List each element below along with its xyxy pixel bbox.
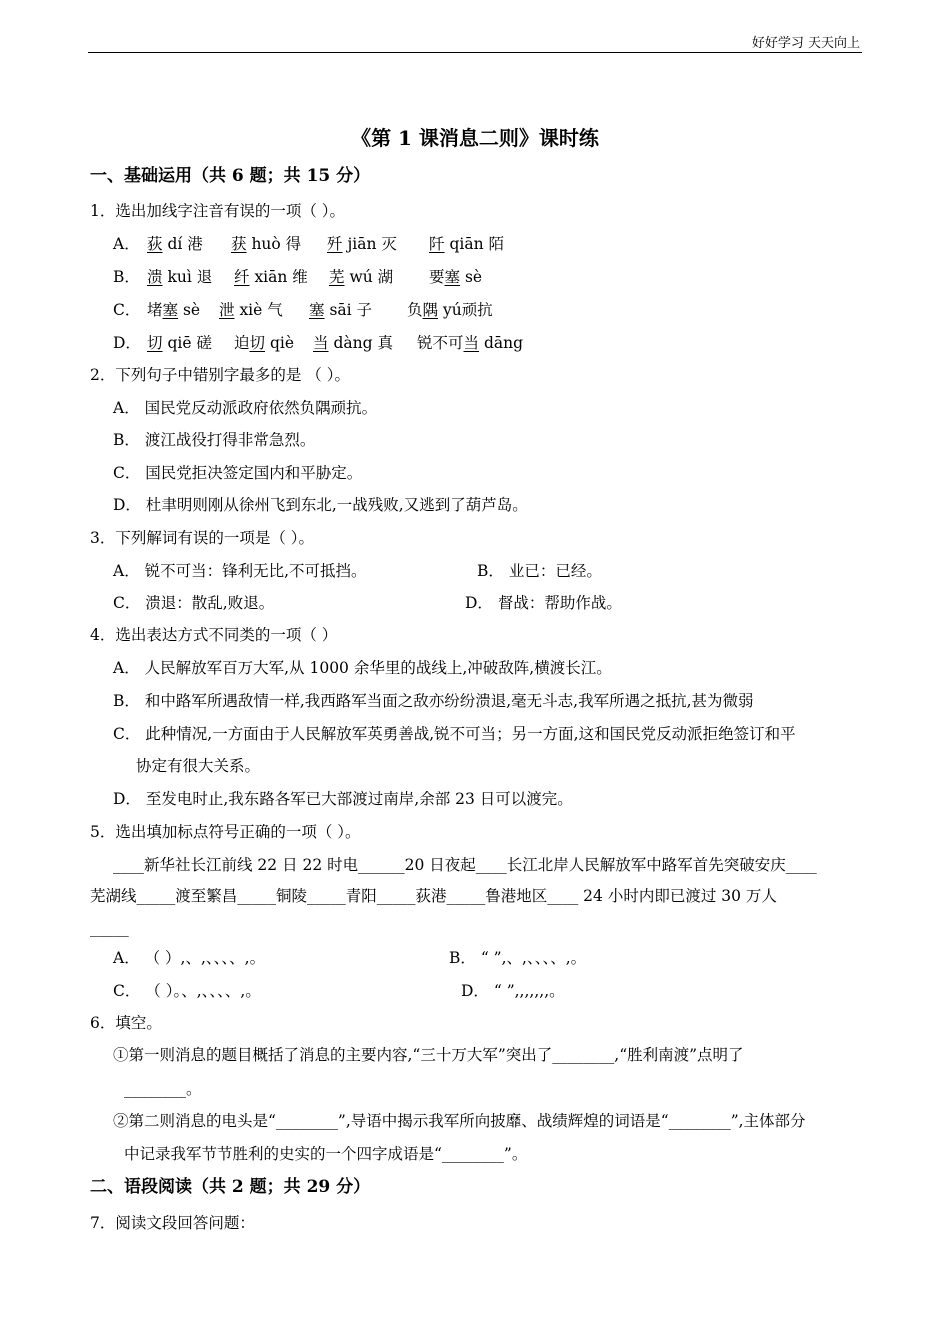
q6-item1-line1: ①第一则消息的题目概括了消息的主要内容,“三十万大军”突出了________,“胜利南渡”点明了 — [113, 1046, 744, 1064]
pinyin-item: 负隅 yú顽抗 — [407, 301, 493, 319]
q2-stem: 2．下列句子中错别字最多的是 （ ）。 — [90, 366, 350, 384]
q3-option-c[interactable]: C． 溃退：散乱,败退。 — [113, 594, 275, 612]
q1-stem: 1．选出加线字注音有误的一项（ ）。 — [90, 202, 346, 220]
q1-option-d[interactable] — [113, 333, 523, 353]
q4-stem: 4．选出表达方式不同类的一项（ ） — [90, 626, 338, 644]
q5-option-c[interactable]: C． （ ）。、,、、、、,。 — [113, 982, 261, 1000]
q5-passage-line2: 芜湖线_____渡至繁昌_____铜陵_____青阳_____荻港_____鲁港地区____ 24 小时内即已渡过 30 万人 — [90, 887, 777, 905]
option-label: D． — [113, 334, 141, 352]
q5-option-b[interactable]: B． “ ”,、,、、、、,。 — [449, 949, 587, 967]
pinyin-item: 锐不可当 dāng — [417, 334, 524, 352]
pinyin-item: 堵塞 sè — [147, 301, 201, 319]
pinyin-item: 塞 sāi 子 — [309, 301, 373, 319]
q2-option-b[interactable]: B． 渡江战役打得非常急烈。 — [113, 431, 316, 449]
pinyin-item: 芜 wú 湖 — [329, 268, 394, 286]
q4-option-c-continued: 协定有很大关系。 — [136, 757, 261, 775]
q1-option-a[interactable] — [113, 234, 504, 254]
q7-stem: 7．阅读文段回答问题： — [90, 1214, 255, 1232]
pinyin-item: 阡 qiān 陌 — [429, 235, 504, 253]
q4-option-b[interactable]: B． 和中路军所遇敌情一样,我西路军当面之敌亦纷纷溃退,毫无斗志,我军所遇之抵抗,甚为微弱 — [113, 692, 754, 710]
pinyin-item: 溃 kuì 退 — [147, 268, 213, 286]
section-heading-reading: 二、语段阅读（共 2 题；共 29 分） — [90, 1177, 371, 1197]
q1-option-c[interactable] — [113, 300, 493, 320]
q2-option-a[interactable]: A． 国民党反动派政府依然负隅顽抗。 — [113, 399, 378, 417]
pinyin-item: 迫切 qiè — [234, 334, 295, 352]
q6-stem: 6．填空。 — [90, 1014, 162, 1032]
pinyin-item: 歼 jiān 灭 — [327, 235, 397, 253]
pinyin-item: 要塞 sè — [429, 268, 483, 286]
q4-option-c[interactable]: C． 此种情况,一方面由于人民解放军英勇善战,锐不可当；另一方面,这和国民党反动派拒绝签订和平 — [113, 725, 796, 743]
q5-option-a[interactable]: A． （ ）,、,、、、、,。 — [113, 949, 266, 967]
q6-item1-line2: ________。 — [124, 1080, 202, 1098]
pinyin-item: 切 qiē 磋 — [147, 334, 212, 352]
q4-option-d[interactable]: D． 至发电时止,我东路各军已大部渡过南岸,余部 23 日可以渡完。 — [113, 790, 573, 808]
q2-option-c[interactable]: C． 国民党拒决签定国内和平胁定。 — [113, 464, 363, 482]
section-heading-basic: 一、基础运用（共 6 题；共 15 分） — [90, 166, 371, 186]
q3-option-a[interactable]: A． 锐不可当：锋利无比,不可抵挡。 — [113, 562, 367, 580]
pinyin-item: 纤 xiān 维 — [234, 268, 308, 286]
q5-passage-line3: _____ — [90, 919, 129, 937]
q1-option-b[interactable] — [113, 267, 482, 287]
q3-option-d[interactable]: D． 督战：帮助作战。 — [465, 594, 622, 612]
pinyin-item: 荻 dí 港 — [147, 235, 203, 253]
option-label: C． — [113, 301, 141, 319]
pinyin-item: 泄 xiè 气 — [219, 301, 283, 319]
q5-passage-line1: ____新华社长江前线 22 日 22 时电______20 日夜起____长江北岸人民解放军中路军首先突破安庆____ — [113, 856, 817, 874]
q3-option-b[interactable]: B． 业已：已经。 — [477, 562, 602, 580]
page-title: 《第 1 课消息二则》课时练 — [351, 126, 599, 150]
header-motto: 好好学习 天天向上 — [751, 36, 860, 51]
q2-option-d[interactable]: D． 杜聿明则刚从徐州飞到东北,一战残败,又逃到了葫芦岛。 — [113, 496, 528, 514]
q5-stem: 5．选出填加标点符号正确的一项（ ）。 — [90, 823, 361, 841]
pinyin-item: 获 huò 得 — [231, 235, 302, 253]
option-label: A． — [113, 235, 140, 253]
q4-option-a[interactable]: A． 人民解放军百万大军,从 1000 余华里的战线上,冲破敌阵,横渡长江。 — [113, 659, 612, 677]
q3-stem: 3．下列解词有误的一项是（ ）。 — [90, 529, 315, 547]
q5-option-d[interactable]: D． “ ”,,,,,,,。 — [461, 982, 565, 1000]
q6-item2-line2: 中记录我军节节胜利的史实的一个四字成语是“________”。 — [124, 1145, 528, 1163]
q6-item2-line1: ②第二则消息的电头是“________”,导语中揭示我军所向披靡、战绩辉煌的词语是“________”,主体部分 — [113, 1112, 806, 1130]
option-label: B． — [113, 268, 140, 286]
pinyin-item: 当 dàng 真 — [313, 334, 393, 352]
page-header — [88, 28, 862, 53]
